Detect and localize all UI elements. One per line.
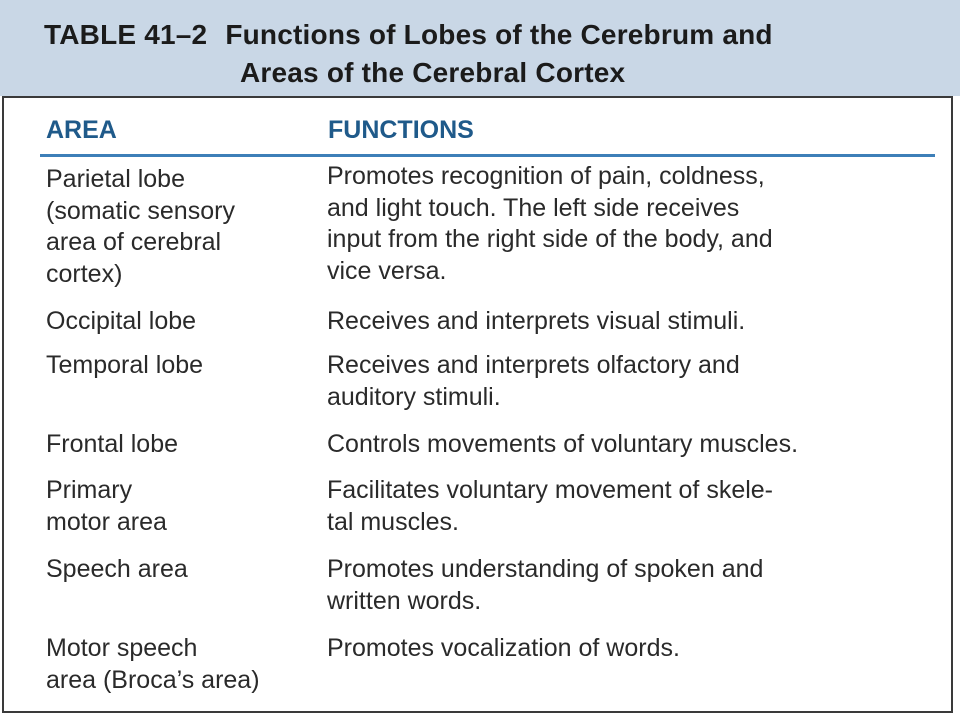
- table-number: TABLE 41–2: [44, 19, 208, 50]
- area-cell-primary-motor: [46, 475, 167, 538]
- function-cell-frontal: [327, 429, 798, 461]
- function-cell-parietal: [327, 161, 773, 287]
- area-cell-speech: [46, 554, 188, 586]
- area-cell-motor-speech: [46, 633, 260, 696]
- area-line: Frontal lobe: [46, 430, 179, 458]
- function-line: and light touch. The left side receives: [327, 193, 740, 222]
- function-line: written words.: [327, 586, 482, 615]
- area-line: cortex): [46, 259, 123, 288]
- function-cell-speech: [327, 554, 763, 617]
- area-line: Speech area: [46, 555, 188, 583]
- table-title-text-1: Functions of Lobes of the Cerebrum and: [225, 19, 773, 50]
- function-line: Promotes vocalization of words.: [327, 634, 680, 662]
- area-line: (somatic sensory: [46, 196, 235, 225]
- area-line: Motor speech: [46, 634, 198, 662]
- table-title-line-2: Areas of the Cerebral Cortex: [240, 57, 626, 88]
- function-line: Promotes understanding of spoken and: [327, 555, 764, 583]
- function-line: Controls movements of voluntary muscles.: [327, 430, 799, 458]
- header-divider: [40, 154, 935, 157]
- area-line: motor area: [46, 507, 167, 536]
- function-line: Receives and interprets olfactory and: [327, 351, 740, 379]
- function-line: vice versa.: [327, 256, 447, 285]
- function-cell-occipital: [327, 306, 745, 338]
- function-line: input from the right side of the body, and: [327, 225, 773, 253]
- function-line: Receives and interprets visual stimuli.: [327, 307, 746, 335]
- area-line: area (Broca’s area): [46, 665, 260, 694]
- column-header-area: AREA: [46, 116, 117, 144]
- table-title-line-1: [44, 19, 773, 51]
- title-bar: [0, 0, 960, 96]
- function-line: Promotes recognition of pain, coldness,: [327, 162, 765, 190]
- function-line: Facilitates voluntary movement of skele-: [327, 476, 774, 504]
- function-line: tal muscles.: [327, 507, 459, 536]
- area-cell-temporal: [46, 350, 203, 382]
- area-line: area of cerebral: [46, 228, 222, 256]
- area-line: Temporal lobe: [46, 351, 204, 379]
- function-cell-temporal: [327, 350, 740, 413]
- area-line: Parietal lobe: [46, 165, 185, 193]
- area-cell-parietal: [46, 164, 235, 290]
- area-cell-frontal: [46, 429, 178, 461]
- function-line: auditory stimuli.: [327, 382, 501, 411]
- function-cell-primary-motor: [327, 475, 773, 538]
- function-cell-motor-speech: [327, 633, 680, 665]
- area-line: Primary: [46, 476, 133, 504]
- area-line: Occipital lobe: [46, 307, 197, 335]
- area-cell-occipital: [46, 306, 196, 338]
- column-header-functions: FUNCTIONS: [328, 116, 474, 144]
